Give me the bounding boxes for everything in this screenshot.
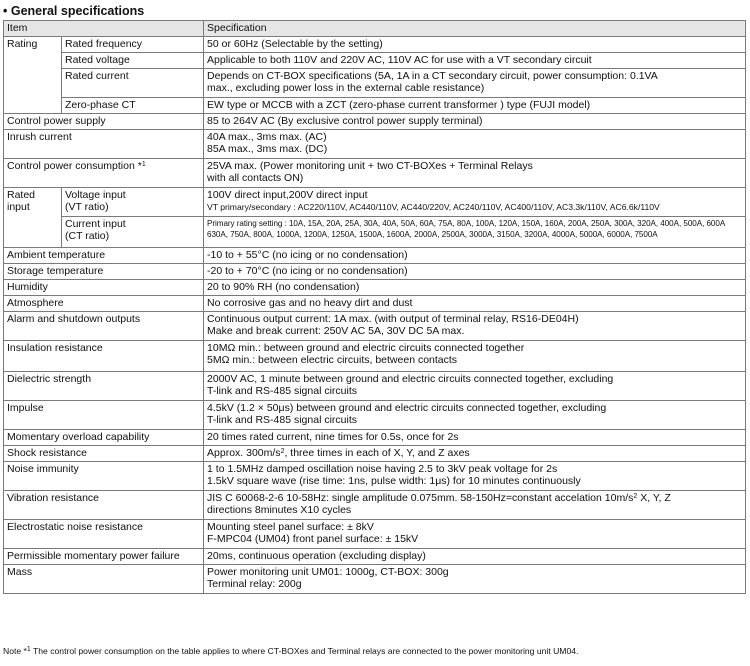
control-power-supply-value: 85 to 264V AC (By exclusive control power supply terminal) <box>204 113 746 129</box>
zero-phase-ct-value: EW type or MCCB with a ZCT (zero-phase current transformer ) type (FUJI model) <box>204 97 746 113</box>
table-row <box>4 68 746 97</box>
zero-phase-ct-label: Zero-phase CT <box>62 97 204 113</box>
table-row <box>4 311 746 340</box>
noise-immunity-value <box>204 461 746 490</box>
vibration-superscript: 2 <box>633 492 638 500</box>
voltage-input-line2: VT primary/secondary : AC220/110V, AC440/110V, AC440/220V, AC240/110V, AC400/110V, AC3.3k/110V, AC6.6k/110V <box>207 202 660 212</box>
insulation-resistance-value <box>204 340 746 371</box>
vibration-text-post: X, Y, Z <box>637 491 671 504</box>
section-title: • General specifications <box>3 4 145 18</box>
atmosphere-label: Atmosphere <box>4 295 204 311</box>
specifications-table <box>3 20 746 594</box>
table-row <box>4 371 746 400</box>
dielectric-line1: 2000V AC, 1 minute between ground and electric circuits connected together, excluding <box>207 372 614 385</box>
rated-voltage-value: Applicable to both 110V and 220V AC, 110V AC for use with a VT secondary circuit <box>204 52 746 68</box>
impulse-value <box>204 400 746 429</box>
inrush-line2: 85A max., 3ms max. (DC) <box>207 143 328 155</box>
alarm-line1: Continuous output current: 1A max. (with output of terminal relay, RS16-DE04H) <box>207 312 579 325</box>
control-power-supply-label: Control power supply <box>4 113 204 129</box>
ambient-temperature-value: -10 to + 55°C (no icing or no condensation) <box>204 247 746 263</box>
footnote-superscript: 1 <box>26 646 31 653</box>
atmosphere-value: No corrosive gas and no heavy dirt and dust <box>204 295 746 311</box>
rated-current-label: Rated current <box>62 68 204 97</box>
table-row <box>4 519 746 548</box>
inrush-line1: 40A max., 3ms max. (AC) <box>207 130 327 143</box>
voltage-input-label <box>62 187 204 216</box>
mass-line2: Terminal relay: 200g <box>207 578 302 590</box>
consumption-line2: with all contacts ON) <box>207 172 304 184</box>
table-row <box>4 490 746 519</box>
humidity-label: Humidity <box>4 279 204 295</box>
insulation-line2: 5MΩ min.: between electric circuits, between contacts <box>207 354 458 366</box>
overload-capability-label: Momentary overload capability <box>4 429 204 445</box>
voltage-input-value <box>204 187 746 216</box>
table-row <box>4 129 746 158</box>
voltage-input-line1: 100V direct input,200V direct input <box>207 188 368 201</box>
voltage-input-label1: Voltage input <box>65 188 126 201</box>
shock-superscript: 2 <box>280 447 285 455</box>
vibration-resistance-label: Vibration resistance <box>4 490 204 519</box>
rated-current-value <box>204 68 746 97</box>
table-row <box>4 97 746 113</box>
header-item: Item <box>4 21 204 37</box>
rated-input-label <box>4 187 62 247</box>
table-row <box>4 340 746 371</box>
vibration-text-pre: JIS C 60068-2-6 10-58Hz: single amplitude 0.075mm. 58-150Hz=constant accelation 10m/s <box>207 491 634 504</box>
footnote-marker: 1 <box>141 160 146 168</box>
rated-voltage-label: Rated voltage <box>62 52 204 68</box>
table-row <box>4 548 746 564</box>
table-header-row <box>4 21 746 37</box>
impulse-line2: T-link and RS-485 signal circuits <box>207 414 357 426</box>
table-row <box>4 263 746 279</box>
electrostatic-noise-label: Electrostatic noise resistance <box>4 519 204 548</box>
insulation-line1: 10MΩ min.: between ground and electric circuits connected together <box>207 341 525 354</box>
table-row <box>4 216 746 247</box>
noise-line2: 1.5kV square wave (rise time: 1ns, pulse width: 1μs) for 10 minutes continuously <box>207 475 581 487</box>
table-row <box>4 113 746 129</box>
electrostatic-noise-value <box>204 519 746 548</box>
table-row <box>4 247 746 263</box>
table-row <box>4 158 746 187</box>
table-row <box>4 279 746 295</box>
alarm-outputs-label: Alarm and shutdown outputs <box>4 311 204 340</box>
consumption-label-text: Control power consumption * <box>7 159 142 172</box>
rated-input-label1: Rated <box>7 188 36 201</box>
shock-text-post: , three times in each of X, Y, and Z axes <box>284 446 470 459</box>
current-input-line2: 630A, 750A, 800A, 1000A, 1200A, 1250A, 1500A, 1600A, 2000A, 2500A, 3000A, 3150A, 3200A, 4000A, 5000A, 6000A, 7500A <box>207 229 658 239</box>
inrush-current-value <box>204 129 746 158</box>
control-power-consumption-label <box>4 158 204 187</box>
shock-text-pre: Approx. 300m/s <box>207 446 281 459</box>
rated-frequency-label: Rated frequency <box>62 36 204 52</box>
esd-line1: Mounting steel panel surface: ± 8kV <box>207 520 374 533</box>
table-row <box>4 400 746 429</box>
inrush-current-label: Inrush current <box>4 129 204 158</box>
shock-resistance-value <box>204 445 746 461</box>
mass-label: Mass <box>4 564 204 593</box>
mass-value <box>204 564 746 593</box>
rated-input-label2: input <box>7 201 30 213</box>
table-row <box>4 461 746 490</box>
current-input-label <box>62 216 204 247</box>
footnote <box>3 646 578 657</box>
alarm-outputs-value <box>204 311 746 340</box>
table-row <box>4 445 746 461</box>
dielectric-line2: T-link and RS-485 signal circuits <box>207 385 357 397</box>
current-input-label2: (CT ratio) <box>65 230 110 242</box>
impulse-label: Impulse <box>4 400 204 429</box>
rating-label: Rating <box>4 36 62 113</box>
footnote-text: The control power consumption on the table applies to where CT-BOXes and Terminal relays are connected to the power monitoring unit UM04. <box>30 646 579 656</box>
table-row <box>4 36 746 52</box>
overload-capability-value: 20 times rated current, nine times for 0.5s, once for 2s <box>204 429 746 445</box>
current-input-line1: Primary rating setting : 10A, 15A, 20A, 25A, 30A, 40A, 50A, 60A, 75A, 80A, 100A, 120A, 150A, 160A, 200A, 250A, 300A, 320A, 400A, 500A, 600A <box>207 218 726 228</box>
control-power-consumption-value <box>204 158 746 187</box>
noise-line1: 1 to 1.5MHz damped oscillation noise having 2.5 to 3kV peak voltage for 2s <box>207 462 558 475</box>
voltage-input-label2: (VT ratio) <box>65 201 109 213</box>
table-row <box>4 295 746 311</box>
impulse-line1: 4.5kV (1.2 × 50μs) between ground and electric circuits connected together, excluding <box>207 401 607 414</box>
storage-temperature-label: Storage temperature <box>4 263 204 279</box>
rated-current-line2: max., excluding power loss in the external cable resistance) <box>207 82 485 94</box>
alarm-line2: Make and break current: 250V AC 5A, 30V DC 5A max. <box>207 325 465 337</box>
noise-immunity-label: Noise immunity <box>4 461 204 490</box>
mass-line1: Power monitoring unit UM01: 1000g, CT-BOX: 300g <box>207 565 449 578</box>
shock-resistance-label: Shock resistance <box>4 445 204 461</box>
current-input-label1: Current input <box>65 217 126 230</box>
table-row <box>4 429 746 445</box>
rated-current-line1: Depends on CT-BOX specifications (5A, 1A in a CT secondary circuit, power consumption: 0.1VA <box>207 69 658 82</box>
esd-line2: F-MPC04 (UM04) front panel surface: ± 15kV <box>207 533 419 545</box>
rated-frequency-value: 50 or 60Hz (Selectable by the setting) <box>204 36 746 52</box>
power-failure-label: Permissible momentary power failure <box>4 548 204 564</box>
ambient-temperature-label: Ambient temperature <box>4 247 204 263</box>
table-row <box>4 187 746 216</box>
vibration-resistance-value <box>204 490 746 519</box>
consumption-line1: 25VA max. (Power monitoring unit + two CT-BOXes + Terminal Relays <box>207 159 533 172</box>
power-failure-value: 20ms, continuous operation (excluding display) <box>204 548 746 564</box>
table-row <box>4 52 746 68</box>
vibration-line1 <box>207 492 742 505</box>
vibration-line2: directions 8minutes X10 cycles <box>207 504 352 516</box>
footnote-prefix: Note * <box>3 646 27 656</box>
humidity-value: 20 to 90% RH (no condensation) <box>204 279 746 295</box>
storage-temperature-value: -20 to + 70°C (no icing or no condensation) <box>204 263 746 279</box>
table-row <box>4 564 746 593</box>
current-input-value <box>204 216 746 247</box>
insulation-resistance-label: Insulation resistance <box>4 340 204 371</box>
dielectric-strength-value <box>204 371 746 400</box>
dielectric-strength-label: Dielectric strength <box>4 371 204 400</box>
header-specification: Specification <box>204 21 746 37</box>
